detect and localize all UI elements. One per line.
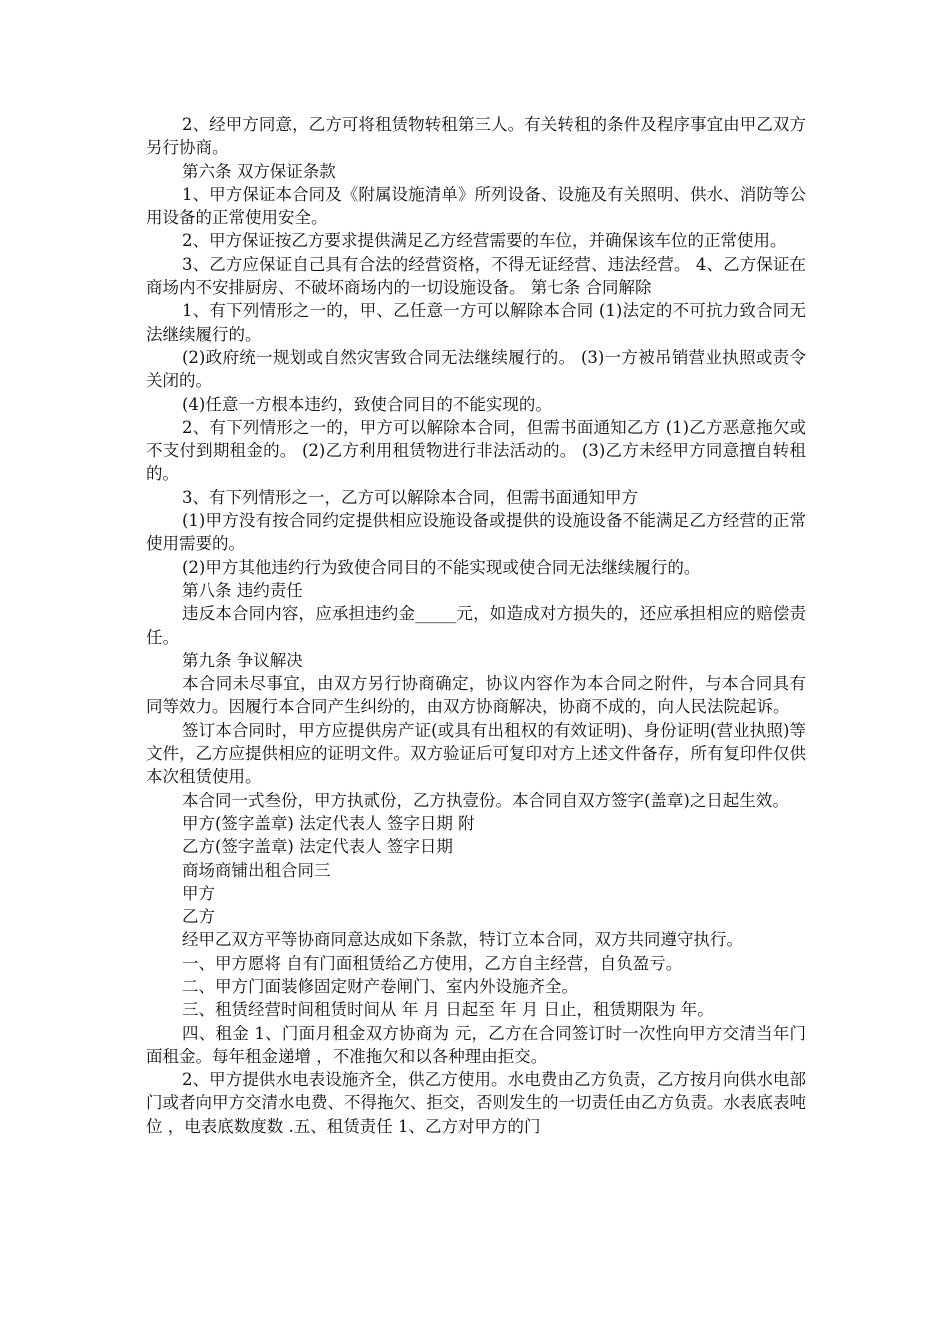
paragraph: 1、有下列情形之一的，甲、乙任意一方可以解除本合同 (1)法定的不可抗力致合同无法继续履行的。 (146, 301, 806, 344)
paragraph: 2、经甲方同意，乙方可将租赁物转租第三人。有关转租的条件及程序事宜由甲乙双方另行协商。 (146, 115, 806, 158)
document-title: 商场商铺出租合同三 (182, 860, 331, 880)
paragraph: 本合同未尽事宜，由双方另行协商确定，协议内容作为本合同之附件，与本合同具有同等效力。因履行本合同产生纠纷的，由双方协商解决，协商不成的，向人民法院起诉。 (146, 674, 806, 717)
paragraph: 签订本合同时，甲方应提供房产证(或具有出租权的有效证明)、身份证明(营业执照)等文件，乙方应提供相应的证明文件。双方验证后可复印对方上述文件备存，所有复印件仅供本次租赁使用。 (146, 720, 806, 787)
section-heading: 第六条 双方保证条款 (182, 161, 336, 181)
paragraph: 违反本合同内容，应承担违约金_____元，如造成对方损失的，还应承担相应的赔偿责任。 (146, 604, 806, 647)
paragraph: 二、甲方门面装修固定财产卷闸门、室内外设施齐全。 (182, 976, 578, 996)
paragraph: (1)甲方没有按合同约定提供相应设施设备或提供的设施设备不能满足乙方经营的正常使用需要的。 (146, 511, 806, 554)
paragraph: 四、租金 1、门面月租金双方协商为 元，乙方在合同签订时一次性向甲方交清当年门面租金。每年租金递增 ，不准拖欠和以各种理由拒交。 (146, 1023, 806, 1066)
paragraph: 经甲乙双方平等协商同意达成如下条款，特订立本合同，双方共同遵守执行。 (182, 930, 743, 950)
paragraph: 2、甲方保证按乙方要求提供满足乙方经营需要的车位，并确保该车位的正常使用。 (182, 231, 787, 251)
signature-line: 乙方(签字盖章) 法定代表人 签字日期 (182, 837, 453, 857)
paragraph: 一、甲方愿将 自有门面租赁给乙方使用，乙方自主经营，自负盈亏。 (182, 953, 683, 973)
paragraph: 2、甲方提供水电表设施齐全，供乙方使用。水电费由乙方负责，乙方按月向供水电部门或者向甲方交清水电费、不得拖欠、拒交，否则发生的一切责任由乙方负责。水表底表吨位 ，电表底数度数 .五、租赁责任 1、乙方对甲方的门 (146, 1070, 806, 1136)
paragraph: 三、租赁经营时间租赁时间从 年 月 日起至 年 月 日止，租赁期限为 年。 (182, 1000, 714, 1020)
paragraph: (4)任意一方根本违约，致使合同目的不能实现的。 (182, 394, 552, 414)
paragraph: (2)政府统一规划或自然灾害致合同无法继续履行的。 (3)一方被吊销营业执照或责令关闭的。 (146, 347, 806, 391)
party-label: 乙方 (182, 907, 215, 927)
section-heading: 第九条 争议解决 (182, 650, 303, 670)
paragraph: 2、有下列情形之一的，甲方可以解除本合同，但需书面通知乙方 (1)乙方恶意拖欠或不支付到期租金的。 (2)乙方利用租赁物进行非法活动的。 (3)乙方未经甲方同意擅自转租的。 (146, 417, 806, 484)
paragraph: 3、有下列情形之一，乙方可以解除本合同，但需书面通知甲方 (182, 487, 638, 507)
paragraph: (2)甲方其他违约行为致使合同目的不能实现或使合同无法继续履行的。 (182, 557, 701, 577)
signature-line: 甲方(签字盖章) 法定代表人 签字日期 附 (182, 813, 475, 833)
paragraph: 1、甲方保证本合同及《附属设施清单》所列设备、设施及有关照明、供水、消防等公用设备的正常使用安全。 (146, 184, 806, 228)
section-heading: 第八条 违约责任 (182, 580, 303, 600)
paragraph: 3、乙方应保证自己具有合法的经营资格，不得无证经营、违法经营。 4、乙方保证在商场内不安排厨房、不破坏商场内的一切设施设备。 第七条 合同解除 (146, 254, 806, 298)
party-label: 甲方 (182, 883, 215, 903)
document-body (146, 113, 806, 1138)
paragraph: 本合同一式叁份，甲方执贰份，乙方执壹份。本合同自双方签字(盖章)之日起生效。 (182, 790, 789, 810)
